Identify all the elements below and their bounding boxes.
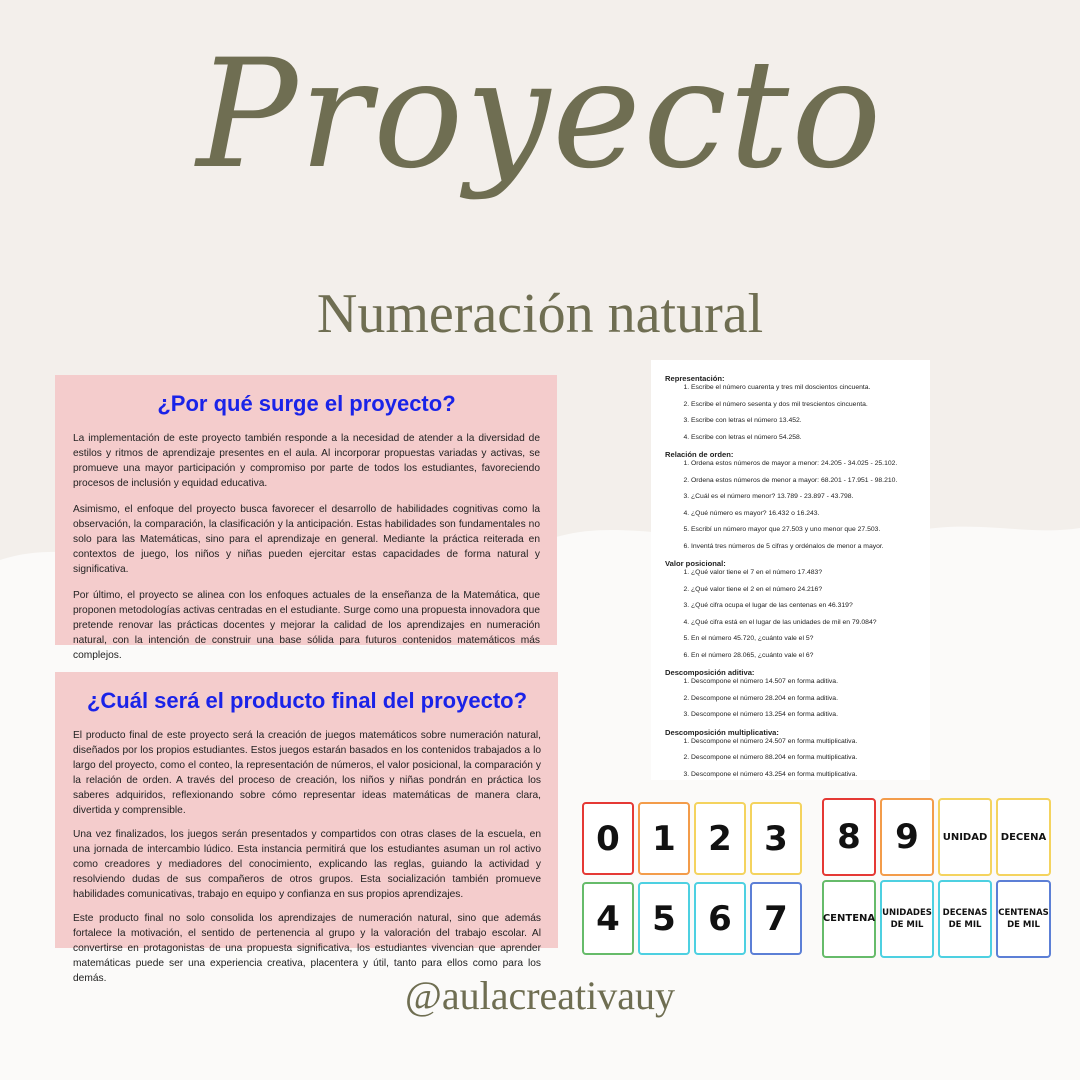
number-cards [582, 798, 1057, 963]
why-heading: ¿Por qué surge el proyecto? [157, 391, 456, 416]
worksheet-section-title: Descomposición multiplicativa: [665, 727, 779, 737]
worksheet-document [651, 360, 930, 780]
why-paragraph: Por último, el proyecto se alinea con los enfoques actuales de la enseñanza de la Matemática, que proponen metodologías activas centradas en el estudiante. Surge como una propuesta innovadora que pretende renovar las prácticas docentes y mejorar la calidad de los aprendizajes en numeración natural, con la intención de construir una base sólida para futuros contenidos matemáticos más complejos. [73, 590, 540, 661]
number-card: 2 [694, 802, 746, 875]
place-value-card: DECENA [996, 798, 1051, 876]
worksheet-item: 3. ¿Cuál es el número menor? 13.789 - 23.897 - 43.798. [691, 493, 918, 501]
why-paragraph: La implementación de este proyecto también responde a la necesidad de atender a la diversidad de estilos y ritmos de aprendizaje presentes en el aula. Al incorporar propuestas variadas y activas, se promueve una mayor participación y compromiso por parte de todos los estudiantes, favoreciendo procesos de inclusión y equidad educativa. [73, 433, 540, 489]
worksheet-section-title: Descomposición aditiva: [665, 668, 755, 677]
worksheet-item: 3. Descompone el número 13.254 en forma aditiva. [691, 711, 918, 719]
worksheet-item: 2. Ordena estos números de menor a mayor: 68.201 - 17.951 - 98.210. [691, 477, 918, 485]
number-card: 9 [880, 798, 934, 876]
worksheet-item: 2. Descompone el número 28.204 en forma aditiva. [691, 695, 918, 703]
final-product-paragraph: El producto final de este proyecto será la creación de juegos matemáticos sobre numeración natural, diseñados por los propios estudiantes. Estos juegos estarán basados en los contenidos trabajados a lo largo del proyecto, como el conteo, la representación de números, el valor posicional, la comparación y la relación de orden. A través del proceso de creación, los niños y niñas pondrán en práctica los saberes adquiridos, reflexionando sobre cómo representar ideas matemáticas de manera clara, divertida y comprensible. [73, 730, 541, 816]
number-card: 6 [694, 882, 746, 955]
worksheet-section-title: Valor posicional: [665, 559, 726, 568]
number-card: 5 [638, 882, 690, 955]
worksheet-item: 6. En el número 28.065, ¿cuánto vale el 6? [691, 652, 918, 660]
worksheet-item: 2. Escribe el número sesenta y dos mil trescientos cincuenta. [691, 401, 918, 409]
number-card: 0 [582, 802, 634, 875]
final-product-paragraph: Este producto final no solo consolida los aprendizajes de numeración natural, sino que además fortalece la motivación, el sentido de pertenencia al grupo y la valoración del trabajo escolar. Al convertirse en protagonistas de una propuesta significativa, los estudiantes vivencian que aprender matemáticas puede ser una experiencia creativa, placentera y útil, tanto para ellos como para los demás. [73, 913, 541, 984]
worksheet-item: 1. ¿Qué valor tiene el 7 en el número 17.483? [691, 569, 918, 577]
worksheet-section-title: Relación de orden: [665, 450, 734, 459]
worksheet-item: 4. ¿Qué cifra está en el lugar de las unidades de mil en 79.084? [691, 619, 918, 627]
number-card: 3 [750, 802, 802, 875]
worksheet-item: 3. Descompone el número 43.254 en forma multiplicativa. [691, 771, 918, 779]
place-value-card: DECENAS DE MIL [938, 880, 992, 958]
number-card: 4 [582, 882, 634, 955]
worksheet-section-descomposicion-multiplicativa [665, 728, 918, 779]
place-value-card: CENTENA [822, 880, 876, 958]
place-value-card: UNIDADES DE MIL [880, 880, 934, 958]
worksheet-item: 4. Escribe con letras el número 54.258. [691, 434, 918, 442]
number-card: 1 [638, 802, 690, 875]
number-card: 8 [822, 798, 876, 876]
worksheet-item: 5. En el número 45.720, ¿cuánto vale el 5? [691, 635, 918, 643]
worksheet-item: 1. Escribe el número cuarenta y tres mil doscientos cincuenta. [691, 384, 918, 392]
why-section [55, 375, 557, 661]
worksheet-item: 1. Ordena estos números de mayor a menor: 24.205 - 34.025 - 25.102. [691, 460, 918, 468]
worksheet-item: 5. Escribí un número mayor que 27.503 y uno menor que 27.503. [691, 526, 918, 534]
final-product-heading: ¿Cuál será el producto final del proyecto? [86, 688, 528, 713]
place-value-card: UNIDAD [938, 798, 992, 876]
worksheet-item: 1. Descompone el número 24.507 en forma multiplicativa. [691, 738, 918, 746]
worksheet-section-descomposicion-aditiva [665, 668, 918, 719]
worksheet-section-representacion [665, 374, 918, 442]
worksheet-item: 2. ¿Qué valor tiene el 2 en el número 24.216? [691, 586, 918, 594]
worksheet-item: 4. ¿Qué número es mayor? 16.432 o 16.243. [691, 510, 918, 518]
project-title: Proyecto [196, 28, 884, 202]
place-value-card: CENTENAS DE MIL [996, 880, 1051, 958]
instagram-handle: @aulacreativauy [404, 973, 676, 1018]
number-card: 7 [750, 882, 802, 955]
final-product-section [55, 672, 558, 984]
final-product-paragraph: Una vez finalizados, los juegos serán presentados y compartidos con otras clases de la escuela, en una jornada de intercambio lúdico. Esta instancia permitirá que los estudiantes asuman un rol activo como creadores y mediadores del conocimiento, explicando las reglas, guiando la actividad y resolviendo dudas de sus compañeros de otros grupos. Esta socialización también promueve habilidades comunicativas, trabajo en equipo y confianza en sus propios aprendizajes. [73, 829, 541, 900]
worksheet-item: 2. Descompone el número 88.204 en forma multiplicativa. [691, 754, 918, 762]
worksheet-item: 3. ¿Qué cifra ocupa el lugar de las centenas en 46.319? [691, 602, 918, 610]
worksheet-item: 3. Escribe con letras el número 13.452. [691, 417, 918, 425]
project-subtitle: Numeración natural [316, 283, 764, 345]
worksheet-section-valor-posicional [665, 559, 918, 660]
worksheet-item: 6. Inventá tres números de 5 cifras y ordénalos de menor a mayor. [691, 543, 918, 551]
why-paragraph: Asimismo, el enfoque del proyecto busca favorecer el desarrollo de habilidades cognitivas como la observación, la comparación, la clasificación y la anticipación. Estas habilidades son fundamentales no solo para las Matemáticas, sino para el aprendizaje en general. Mediante la práctica reiterada en contextos de juego, los niños y niñas pueden ejercitar estas capacidades de forma natural y significativa. [73, 504, 540, 575]
worksheet-section-title: Representación: [665, 374, 725, 383]
worksheet-section-relacion-orden [665, 450, 918, 551]
worksheet-item: 1. Descompone el número 14.507 en forma aditiva. [691, 678, 918, 686]
